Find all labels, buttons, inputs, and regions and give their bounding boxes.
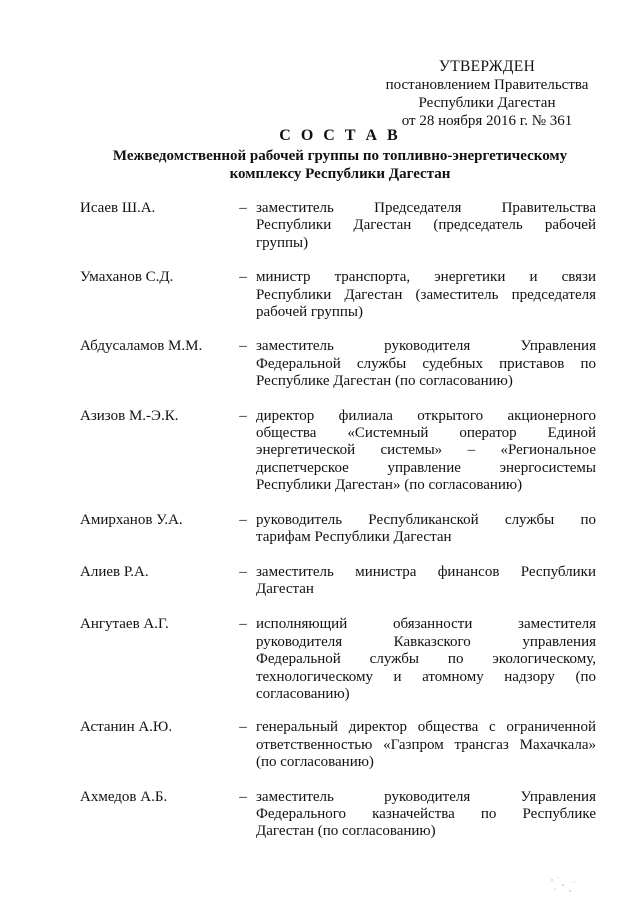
scan-specks: [549, 876, 579, 896]
member-role-line: руководитель Республиканской службы по: [256, 511, 596, 528]
member-name: Умаханов С.Д.: [80, 269, 174, 286]
member-role-line: Республики Дагестан» (по согласованию): [256, 477, 523, 494]
member-role-line: (по согласованию): [256, 754, 374, 771]
member-role-line: Дагестан: [256, 580, 314, 597]
member-role-line: согласованию): [256, 685, 350, 702]
member-role-line: заместитель Председателя Правительства: [256, 200, 596, 216]
member-role-line: тарифам Республики Дагестан: [256, 529, 452, 546]
member-role: [256, 512, 596, 547]
member-role-line: Республике Дагестан (по согласованию): [256, 373, 513, 390]
member-row: [80, 338, 596, 390]
member-dash: –: [239, 407, 247, 424]
member-row: [80, 269, 596, 321]
member-role: [256, 564, 596, 599]
member-name: Амирханов У.А.: [80, 511, 183, 528]
member-role-line: ответственностью «Газпром трансгаз Махачкала»: [256, 736, 596, 753]
member-name: Астанин А.Ю.: [80, 719, 173, 736]
member-role: [256, 719, 596, 771]
member-row: [80, 200, 596, 252]
member-role-line: диспетчерское управление энергосистемы: [256, 459, 596, 476]
member-row: [80, 719, 596, 771]
member-role-line: заместитель министра финансов Республики: [256, 563, 596, 580]
member-name: Алиев Р.А.: [80, 563, 149, 580]
member-role-line: Федерального казначейства по Республике: [256, 805, 596, 822]
subtitle-line: Межведомственной рабочей группы по топливно-энергетическому: [112, 148, 568, 164]
member-name: Ангутаев А.Г.: [80, 616, 169, 633]
member-row: [80, 616, 596, 703]
approval-date-line: от 28 ноября 2016 г. № 361: [401, 113, 573, 129]
member-role-line: руководителя Кавказского управления: [256, 633, 596, 650]
member-dash: –: [239, 338, 247, 355]
member-row: [80, 408, 596, 495]
subtitle-line: комплексу Республики Дагестан: [229, 166, 451, 182]
document-title: С О С Т А В: [279, 127, 401, 144]
approval-block: [358, 58, 616, 130]
member-dash: –: [239, 788, 247, 805]
member-row: [80, 512, 596, 547]
member-row: [80, 789, 596, 841]
member-role: [256, 408, 596, 495]
member-role-line: технологическому и атомному надзору (по: [256, 668, 596, 685]
members-list: [80, 200, 596, 841]
member-role: [256, 200, 596, 252]
member-dash: –: [239, 719, 247, 736]
member-role: [256, 269, 596, 321]
member-role: [256, 616, 596, 703]
member-dash: –: [239, 269, 247, 286]
member-role-line: исполняющий обязанности заместителя: [256, 616, 596, 633]
member-role-line: заместитель руководителя Управления: [256, 338, 596, 355]
member-name: Ахмедов А.Б.: [80, 788, 168, 805]
member-name: Абдусаламов М.М.: [80, 338, 203, 355]
member-dash: –: [239, 511, 247, 528]
member-role-line: Федеральной службы судебных приставов по: [256, 355, 596, 372]
member-row: [80, 564, 596, 599]
member-role-line: общества «Системный оператор Единой: [256, 425, 596, 442]
member-name: Азизов М.-Э.К.: [80, 407, 179, 424]
member-role: [256, 338, 596, 390]
member-role-line: рабочей группы): [256, 304, 363, 321]
member-role-line: Дагестан (по согласованию): [256, 823, 436, 840]
member-role-line: министр транспорта, энергетики и связи: [256, 269, 596, 286]
member-role-line: заместитель руководителя Управления: [256, 788, 596, 805]
member-dash: –: [239, 563, 247, 580]
member-role-line: энергетической системы» – «Региональное: [256, 442, 596, 459]
approval-heading: УТВЕРЖДЕН: [438, 58, 536, 75]
member-role-line: Республики Дагестан (заместитель председателя: [256, 286, 596, 303]
member-role-line: генеральный директор общества с ограниченной: [256, 719, 596, 736]
member-role-line: Федеральной службы по экологическому,: [256, 651, 596, 668]
document-subtitle: [80, 147, 600, 183]
member-role-line: группы): [256, 234, 309, 251]
member-dash: –: [239, 200, 247, 216]
approval-line: Республики Дагестан: [418, 95, 556, 111]
member-name: Исаев Ш.А.: [80, 200, 156, 216]
member-role-line: Республики Дагестан (председатель рабочей: [256, 217, 596, 234]
member-role: [256, 789, 596, 841]
approval-line: постановлением Правительства: [385, 77, 589, 93]
member-role-line: директор филиала открытого акционерного: [256, 407, 596, 424]
member-dash: –: [239, 616, 247, 633]
